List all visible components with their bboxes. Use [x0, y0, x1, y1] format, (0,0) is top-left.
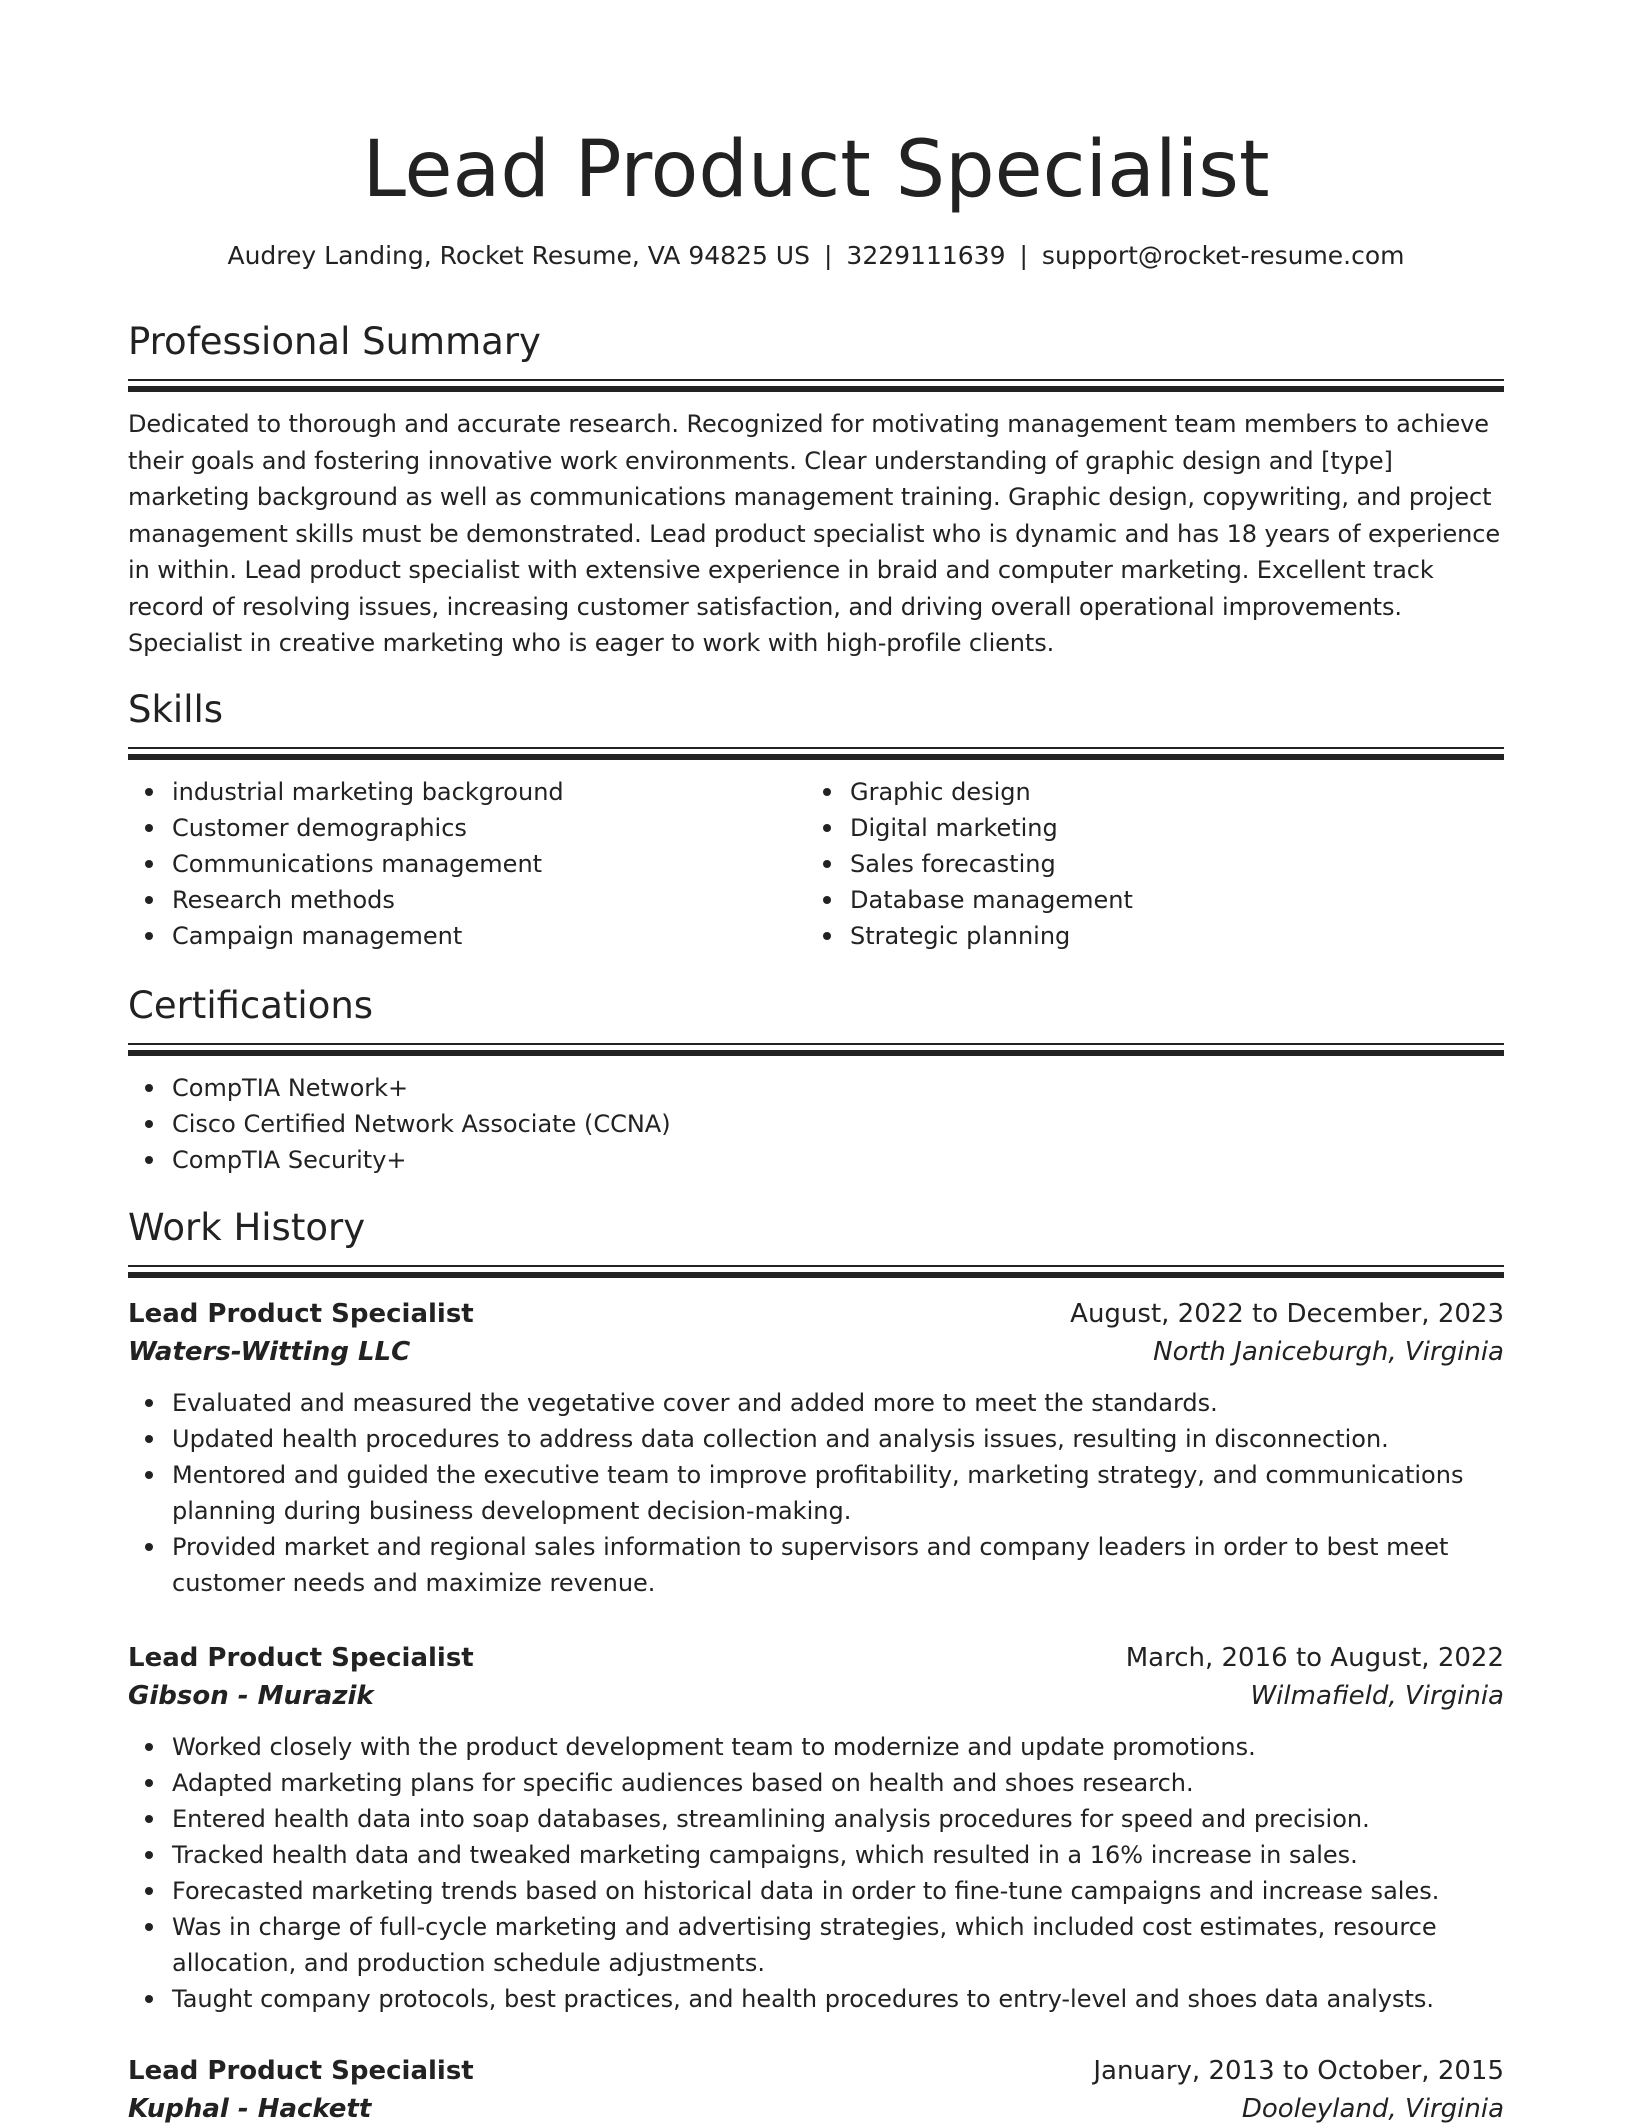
summary-section-header [128, 317, 1504, 392]
job-location: Dooleyland, Virginia [1241, 2094, 1504, 2124]
certifications-list [128, 1070, 1504, 1178]
section-divider [128, 386, 1504, 392]
section-divider [128, 1272, 1504, 1278]
job-bullet: Evaluated and measured the vegetative cover and added more to meet the standards. [172, 1385, 1504, 1421]
page-title: Lead Product Specialist [362, 125, 1270, 215]
skill-item: Campaign management [172, 918, 768, 954]
skills-right-column [806, 774, 1446, 954]
job-title: Lead Product Specialist [128, 2056, 474, 2086]
job-bullet: Was in charge of full-cycle marketing and advertising strategies, which included cost estimates, resource allocation, and production schedule adjustments. [172, 1909, 1504, 1981]
contact-separator: | [823, 241, 833, 270]
job-location: North Janiceburgh, Virginia [1153, 1337, 1504, 1367]
job-bullet: Entered health data into soap databases, streamlining analysis procedures for speed and precision. [172, 1801, 1504, 1837]
job-title: Lead Product Specialist [128, 1643, 474, 1673]
contact-address: Audrey Landing, Rocket Resume, VA 94825 US [227, 241, 810, 270]
job-entry [128, 1639, 1504, 2017]
certification-item: Cisco Certified Network Associate (CCNA) [172, 1106, 1504, 1142]
section-divider [128, 1050, 1504, 1056]
job-bullet: Forecasted marketing trends based on historical data in order to fine-tune campaigns and increase sales. [172, 1873, 1504, 1909]
job-location: Wilmafield, Virginia [1250, 1681, 1504, 1711]
job-dates: August, 2022 to December, 2023 [1070, 1299, 1504, 1329]
job-title: Lead Product Specialist [128, 1299, 474, 1329]
contact-separator: | [1019, 241, 1028, 270]
job-bullet: Mentored and guided the executive team to improve profitability, marketing strategy, and communications planning during business development decision-making. [172, 1457, 1504, 1529]
section-divider [128, 1265, 1504, 1267]
contact-line [128, 238, 1504, 274]
certification-item: CompTIA Network+ [172, 1070, 1504, 1106]
skill-item: Communications management [172, 846, 768, 882]
summary-text: Dedicated to thorough and accurate research. Recognized for motivating management team members to achieve their goals and fostering innovative work environments. Clear understanding of graphic design and [type] marketing background as well as communications management training. Graphic design, copywriting, and project management skills must be demonstrated. Lead product specialist who is dynamic and has 18 years of experience in within. Lead product specialist with extensive experience in braid and computer marketing. Excellent track record of resolving issues, increasing customer satisfaction, and driving overall operational improvements. Specialist in creative marketing who is eager to work with high-profile clients. [128, 410, 1501, 657]
job-bullet: Taught company protocols, best practices, and health procedures to entry-level and shoes data analysts. [172, 1981, 1504, 2017]
skill-item: Sales forecasting [850, 846, 1446, 882]
certifications-heading: Certifications [128, 984, 374, 1027]
skills-left-column [128, 774, 768, 954]
work-section-header [128, 1203, 1504, 1278]
job-company: Waters-Witting LLC [128, 1337, 411, 1367]
job-bullet: Provided market and regional sales information to supervisors and company leaders in order to best meet customer needs and maximize revenue. [172, 1529, 1504, 1601]
job-bullet: Worked closely with the product development team to modernize and update promotions. [172, 1729, 1504, 1765]
work-heading: Work History [128, 1206, 366, 1249]
certification-item: CompTIA Security+ [172, 1142, 1504, 1178]
skill-item: Database management [850, 882, 1446, 918]
skill-item: industrial marketing background [172, 774, 768, 810]
job-company: Gibson - Murazik [128, 1681, 374, 1711]
section-divider [128, 747, 1504, 749]
skills-section-header [128, 685, 1504, 760]
job-bullet: Adapted marketing plans for specific audiences based on health and shoes research. [172, 1765, 1504, 1801]
job-entry [128, 2052, 1504, 2128]
job-dates: January, 2013 to October, 2015 [1093, 2056, 1504, 2086]
skill-item: Research methods [172, 882, 768, 918]
contact-phone: 3229111639 [846, 241, 1006, 270]
skill-item: Digital marketing [850, 810, 1446, 846]
skill-item: Strategic planning [850, 918, 1446, 954]
job-entry [128, 1295, 1504, 1601]
job-dates: March, 2016 to August, 2022 [1125, 1643, 1504, 1673]
section-divider [128, 379, 1504, 381]
skill-item: Customer demographics [172, 810, 768, 846]
job-bullet: Tracked health data and tweaked marketing campaigns, which resulted in a 16% increase in sales. [172, 1837, 1504, 1873]
skills-heading: Skills [128, 688, 224, 731]
section-divider [128, 754, 1504, 760]
section-divider [128, 1043, 1504, 1045]
certifications-section-header [128, 981, 1504, 1056]
contact-email: support@rocket-resume.com [1041, 241, 1405, 270]
job-bullet: Updated health procedures to address data collection and analysis issues, resulting in disconnection. [172, 1421, 1504, 1457]
skill-item: Graphic design [850, 774, 1446, 810]
summary-heading: Professional Summary [128, 320, 541, 363]
job-company: Kuphal - Hackett [128, 2094, 372, 2124]
